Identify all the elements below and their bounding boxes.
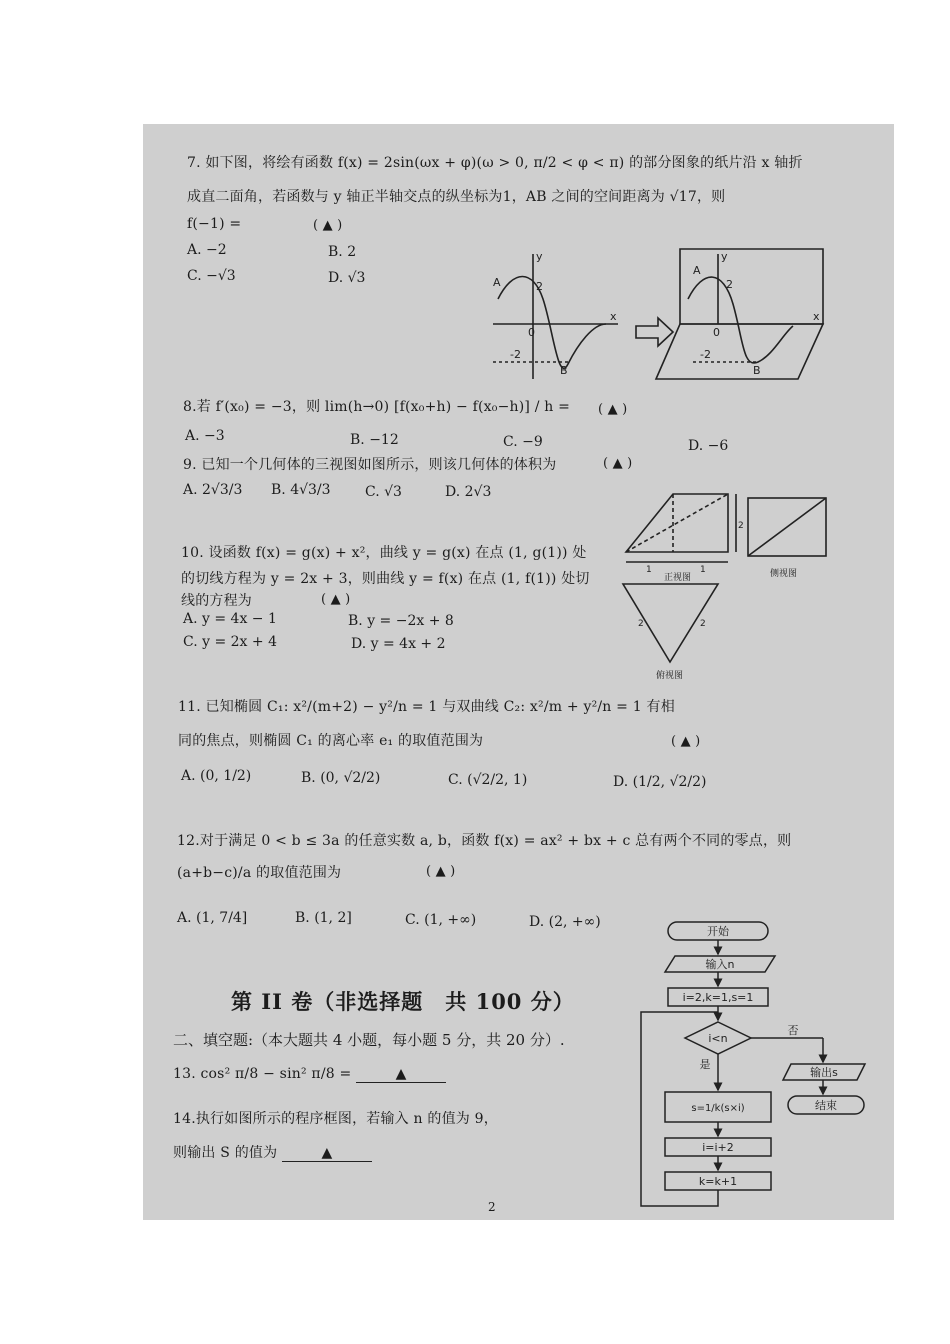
q9-label-2-height: 2: [738, 521, 744, 531]
q9-option-c: C. √3: [365, 484, 402, 500]
fig-label-neg2-right: -2: [700, 348, 711, 361]
q13-expression: 13. cos² π/8 − sin² π/8 =: [173, 1066, 352, 1082]
q14-line2-wrap: [173, 1142, 372, 1162]
q10-option-b: B. y = −2x + 8: [348, 613, 454, 629]
q10-option-a: A. y = 4x − 1: [183, 611, 277, 627]
q8-option-b: B. −12: [350, 432, 399, 448]
q7-line3: f(−1) =: [187, 216, 242, 232]
flow-input-label: 输入n: [705, 958, 735, 971]
q9-label-side: 侧视图: [770, 569, 798, 579]
fig-label-y-left: y: [536, 250, 543, 263]
q11-line2: 同的焦点，则椭圆 C₁ 的离心率 e₁ 的取值范围为: [178, 733, 484, 749]
q10-line3: 线的方程为: [181, 593, 252, 609]
q14-line2: 则输出 S 的值为: [173, 1145, 278, 1161]
q12-line1: 12.对于满足 0 < b ≤ 3a 的任意实数 a, b，函数 f(x) = ax² + bx + c 总有两个不同的零点，则: [177, 833, 792, 849]
flow-init-label: i=2,k=1,s=1: [682, 991, 754, 1004]
flow-condition-label: i<n: [708, 1032, 728, 1045]
q9-option-d: D. 2√3: [445, 484, 492, 500]
q7-figure: [488, 244, 833, 384]
flow-yes-label: 是: [699, 1058, 711, 1071]
q11-option-d: D. (1/2, √2/2): [613, 774, 707, 790]
flow-output-label: 输出s: [810, 1066, 838, 1079]
q10-answer-paren: ( ▲ ): [321, 592, 351, 607]
flow-start-label: 开始: [707, 925, 729, 938]
q8-option-c: C. −9: [503, 434, 543, 450]
page-number: 2: [488, 1200, 496, 1214]
q8-answer-paren: ( ▲ ): [598, 402, 628, 417]
flow-end-label: 结束: [815, 1099, 837, 1112]
q11-line1: 11. 已知椭圆 C₁: x²/(m+2) − y²/n = 1 与双曲线 C₂: x²/m + y²/n = 1 有相: [178, 699, 675, 715]
q9-text: 9. 已知一个几何体的三视图如图所示，则该几何体的体积为: [183, 457, 557, 473]
part2-title: 第 II 卷（非选择题 共 100 分）: [231, 989, 575, 1014]
q11-option-c: C. (√2/2, 1): [448, 772, 528, 788]
q7-option-a: A. −2: [187, 242, 227, 258]
flow-step1-label: s=1/k(s×i): [691, 1103, 745, 1114]
q11-option-b: B. (0, √2/2): [301, 770, 381, 786]
q14-answer-blank: ▲: [282, 1145, 372, 1162]
q9-label-front: 正视图: [664, 573, 692, 583]
q9-label-1-right: 1: [700, 565, 706, 575]
q11-option-a: A. (0, 1/2): [181, 768, 252, 784]
fig-label-b-left: B: [560, 364, 568, 377]
fig-label-2-right: 2: [726, 278, 733, 291]
fig-label-x-right: x: [813, 310, 820, 323]
q12-line2: (a+b−c)/a 的取值范围为: [177, 865, 342, 881]
q9-option-a: A. 2√3/3: [183, 482, 243, 498]
q9-label-top: 俯视图: [656, 671, 684, 681]
section2-heading: 二、填空题:（本大题共 4 小题，每小题 5 分，共 20 分）.: [173, 1031, 565, 1049]
fig-label-x-left: x: [610, 310, 617, 323]
q14-line1: 14.执行如图所示的程序框图，若输入 n 的值为 9，: [173, 1111, 498, 1127]
fig-label-a-left: A: [493, 276, 501, 289]
q9-label-1-left: 1: [646, 565, 652, 575]
q7-option-d: D. √3: [328, 270, 366, 286]
q12-option-b: B. (1, 2]: [295, 910, 352, 926]
q9-option-b: B. 4√3/3: [271, 482, 331, 498]
flow-step3-label: k=k+1: [698, 1175, 738, 1188]
q7-line1: 7. 如下图，将绘有函数 f(x) = 2sin(ωx + φ)(ω > 0, π/2 < φ < π) 的部分图象的纸片沿 x 轴折: [187, 155, 803, 171]
q10-option-c: C. y = 2x + 4: [183, 634, 277, 650]
q10-line2: 的切线方程为 y = 2x + 3，则曲线 y = f(x) 在点 (1, f(1)) 处切: [181, 571, 590, 587]
fig-label-2-left: 2: [536, 280, 543, 293]
q10-option-d: D. y = 4x + 2: [351, 636, 446, 652]
q11-answer-paren: ( ▲ ): [671, 734, 701, 749]
flow-no-label: 否: [787, 1024, 799, 1037]
q7-answer-paren: ( ▲ ): [313, 218, 343, 233]
q14-flowchart: [633, 914, 873, 1220]
q7-line2: 成直二面角，若函数与 y 轴正半轴交点的纵坐标为1，AB 之间的空间距离为 √17，则: [187, 189, 726, 205]
q12-option-c: C. (1, +∞): [405, 912, 477, 928]
exam-sheet: [143, 124, 894, 1220]
q9-answer-paren: ( ▲ ): [603, 456, 633, 471]
fig-label-0-left: 0: [528, 326, 535, 339]
q8-text: 8.若 f′(x₀) = −3，则 lim(h→0) [f(x₀+h) − f(x₀−h)] / h =: [183, 399, 571, 415]
fig-label-y-right: y: [721, 250, 728, 263]
q8-option-a: A. −3: [185, 428, 225, 444]
fig-label-b-right: B: [753, 364, 761, 377]
q13-text: [173, 1066, 446, 1083]
q9-three-view-figure: [618, 484, 838, 684]
fig-label-neg2-left: -2: [510, 348, 521, 361]
q13-answer-blank: ▲: [356, 1066, 446, 1083]
q9-label-2-right-edge: 2: [700, 619, 706, 629]
q12-answer-paren: ( ▲ ): [426, 864, 456, 879]
flow-step2-label: i=i+2: [702, 1141, 734, 1154]
q7-option-b: B. 2: [328, 244, 357, 260]
q7-option-c: C. −√3: [187, 268, 236, 284]
q9-label-2-left-edge: 2: [638, 619, 644, 629]
q12-option-a: A. (1, 7/4]: [177, 910, 248, 926]
fig-label-0-right: 0: [713, 326, 720, 339]
q12-option-d: D. (2, +∞): [529, 914, 601, 930]
q10-line1: 10. 设函数 f(x) = g(x) + x²，曲线 y = g(x) 在点 (1, g(1)) 处: [181, 545, 587, 561]
fig-label-a-right: A: [693, 264, 701, 277]
q8-option-d: D. −6: [688, 438, 729, 454]
